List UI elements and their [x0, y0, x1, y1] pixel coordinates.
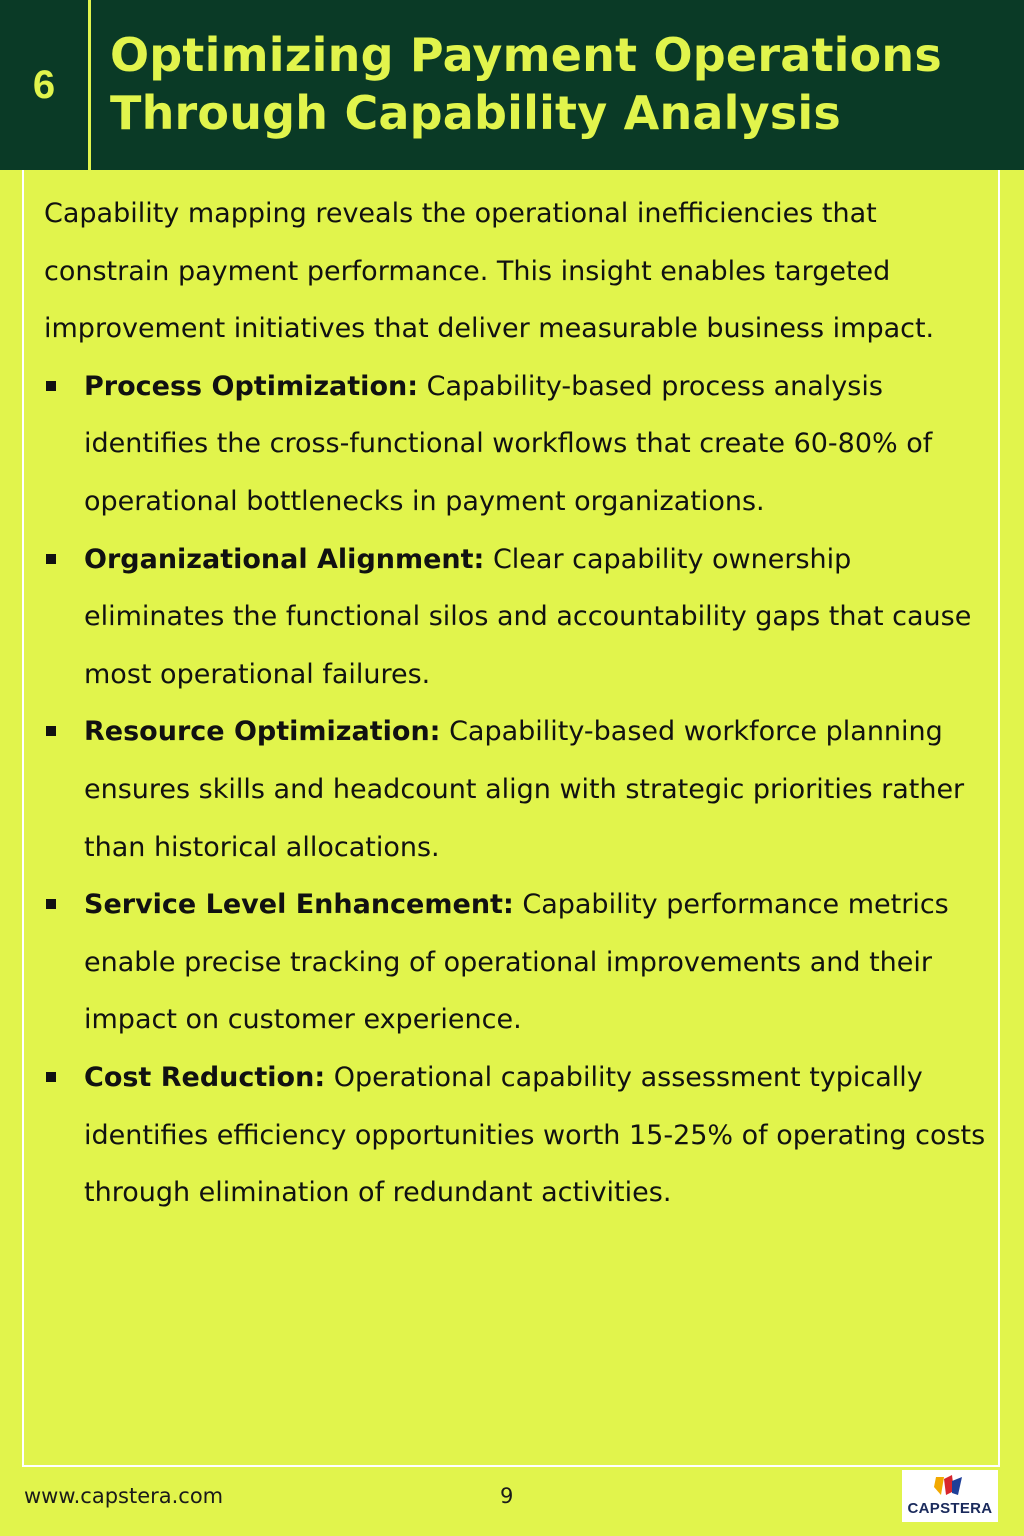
footer-website-link[interactable]: www.capstera.com: [24, 1484, 224, 1508]
section-number: 6: [32, 62, 56, 107]
page-title-line-2: Through Capability Analysis: [110, 86, 841, 140]
bullet-item-service-level-enhancement: [44, 876, 994, 1049]
bullet-title: Process Optimization:: [84, 370, 419, 402]
bullet-text: Operational capability assessment typically identifies efficiency opportunities worth 15-25% of operating costs through elimination of redundant activities.: [84, 1061, 986, 1209]
page-title: [110, 26, 1000, 142]
page-title-line-1: Optimizing Payment Operations: [110, 28, 942, 82]
square-bullet-icon: [46, 381, 56, 391]
page-number: 9: [500, 1484, 514, 1508]
bullet-text: Clear capability ownership eliminates the functional silos and accountability gaps that cause most operational failures.: [84, 543, 972, 690]
capstera-logo: [902, 1470, 998, 1522]
square-bullet-icon: [46, 899, 56, 909]
bullet-title: Organizational Alignment:: [84, 543, 485, 575]
bullet-text: Capability-based process analysis identifies the cross-functional workflows that create 60-80% of operational bottlenecks in payment organizations.: [84, 370, 933, 517]
square-bullet-icon: [46, 1072, 56, 1082]
logo-text: CAPSTERA: [907, 1500, 993, 1517]
bullet-text: Capability-based workforce planning ensures skills and headcount align with strategic priorities rather than historical allocations.: [84, 716, 965, 863]
square-bullet-icon: [46, 726, 56, 736]
bullet-title: Resource Optimization:: [84, 716, 441, 748]
bullet-title: Service Level Enhancement:: [84, 889, 514, 921]
square-bullet-icon: [46, 554, 56, 564]
header-divider: [88, 0, 91, 170]
bullet-list: [44, 358, 994, 1222]
bullet-item-process-optimization: [44, 358, 994, 531]
bullet-item-resource-optimization: [44, 703, 994, 876]
bullet-item-organizational-alignment: [44, 531, 994, 704]
logo-icon: [932, 1473, 968, 1499]
bullet-title: Cost Reduction:: [84, 1061, 326, 1093]
bullet-item-cost-reduction: [44, 1049, 994, 1222]
content-body: [44, 185, 994, 1222]
bullet-text: Capability performance metrics enable precise tracking of operational improvements and their impact on customer experience.: [84, 889, 949, 1036]
page-header: [0, 0, 1024, 170]
intro-paragraph: Capability mapping reveals the operational inefficiencies that constrain payment performance. This insight enables targeted improvement initiatives that deliver measurable business impact.: [44, 198, 935, 345]
